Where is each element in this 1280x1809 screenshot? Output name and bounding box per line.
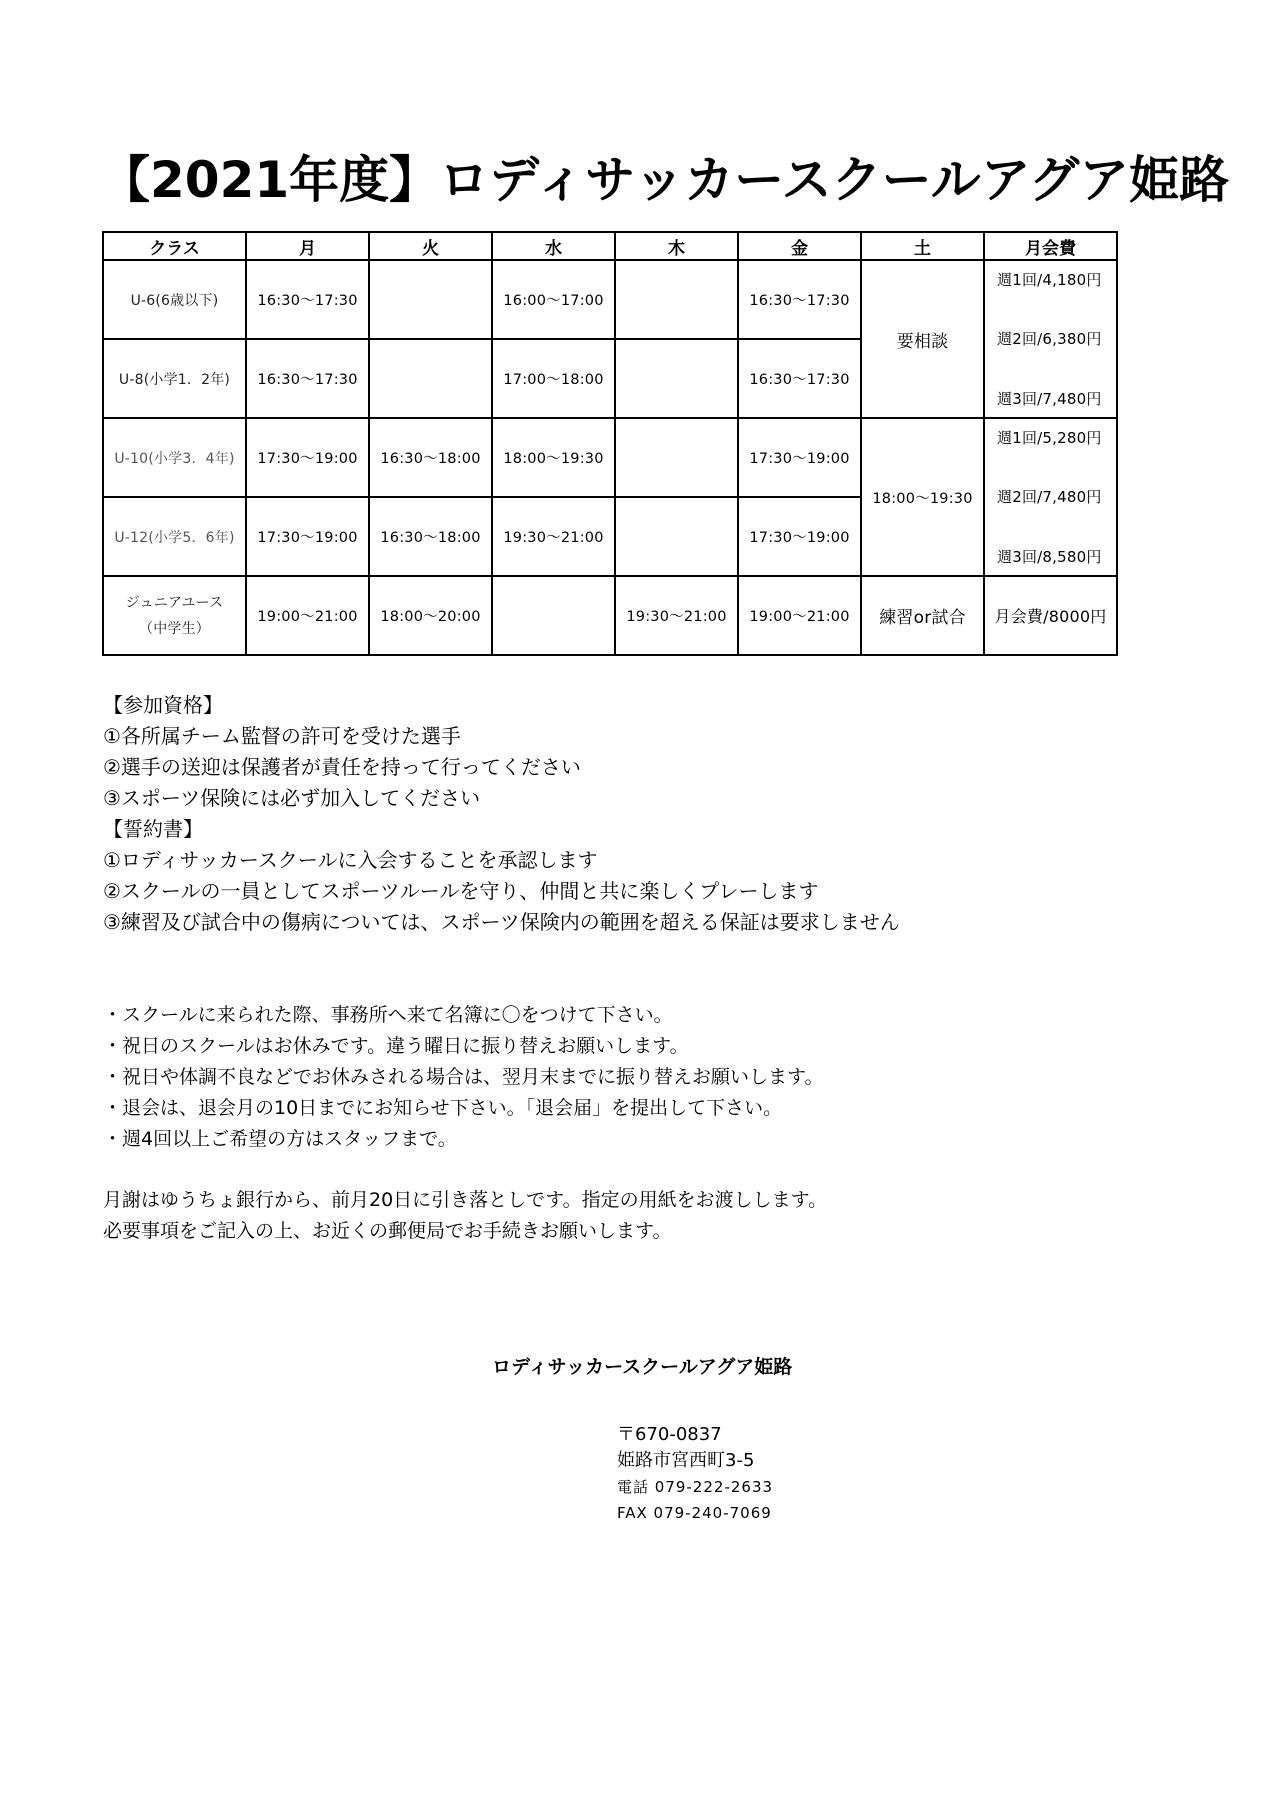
thursday-cell (615, 260, 738, 339)
tuesday-cell: 18:00～20:00 (369, 576, 492, 655)
fee-cell: 月会費/8000円 (984, 576, 1117, 655)
wednesday-cell: 17:00～18:00 (492, 339, 615, 418)
page-title: 【2021年度】ロディサッカースクールアグア姫路 (100, 151, 1230, 209)
note-item: ・週4回以上ご希望の方はスタッフまで。 (103, 1128, 457, 1150)
class-cell (103, 576, 246, 655)
monday-cell: 17:30～19:00 (246, 497, 369, 576)
header-saturday: 土 (861, 232, 984, 260)
monday-cell: 16:30～17:30 (246, 339, 369, 418)
street-address: 姫路市宮西町3-5 (617, 1450, 755, 1471)
fee-cell (984, 418, 1117, 576)
class-cell: U-12(小学5．6年) (103, 497, 246, 576)
class-cell: U-8(小学1．2年) (103, 339, 246, 418)
header-tuesday: 火 (369, 232, 492, 260)
phone-number: 電話 079-222-2633 (617, 1478, 774, 1496)
organization-name: ロディサッカースクールアグア姫路 (492, 1356, 793, 1378)
fee-line: 週2回/7,480円 (997, 488, 1102, 506)
friday-cell: 16:30～17:30 (738, 339, 861, 418)
header-class: クラス (103, 232, 246, 260)
table-row (103, 576, 1117, 655)
payment-info (103, 1185, 827, 1247)
monday-cell: 17:30～19:00 (246, 418, 369, 497)
qualification-heading: 【参加資格】 (103, 693, 223, 717)
thursday-cell (615, 497, 738, 576)
tuesday-cell (369, 339, 492, 418)
monday-cell: 19:00～21:00 (246, 576, 369, 655)
header-monthly-fee: 月会費 (984, 232, 1117, 260)
fee-line: 週1回/5,280円 (997, 428, 1102, 447)
table-row (103, 260, 1117, 339)
saturday-cell (861, 260, 984, 418)
wednesday-cell: 16:00～17:00 (492, 260, 615, 339)
tuesday-cell: 16:30～18:00 (369, 418, 492, 497)
note-item: ・スクールに来られた際、事務所へ来て名簿に〇をつけて下さい。 (103, 1004, 673, 1026)
qualification-item: ①各所属チーム監督の許可を受けた選手 (103, 724, 461, 748)
table-row (103, 418, 1117, 497)
saturday-cell: 18:00～19:30 (861, 418, 984, 576)
tuesday-cell (369, 260, 492, 339)
wednesday-cell: 18:00～19:30 (492, 418, 615, 497)
class-cell: U-6(6歳以下) (103, 260, 246, 339)
payment-line: 必要事項をご記入の上、お近くの郵便局でお手続きお願いします。 (103, 1220, 672, 1242)
rules-section (103, 690, 900, 938)
class-name-line: （中学生） (139, 620, 210, 637)
thursday-cell: 19:30～21:00 (615, 576, 738, 655)
qualification-item: ②選手の送迎は保護者が責任を持って行ってください (103, 755, 581, 779)
wednesday-cell: 19:30～21:00 (492, 497, 615, 576)
note-item: ・祝日のスクールはお休みです。違う曜日に振り替えお願いします。 (103, 1035, 689, 1057)
address-block (617, 1422, 773, 1526)
fee-cell (984, 260, 1117, 418)
qualification-item: ③スポーツ保険には必ず加入してください (103, 786, 481, 810)
postal-code: 〒670-0837 (617, 1424, 722, 1445)
class-name-line: ジュニアユース (125, 594, 224, 611)
friday-cell: 19:00～21:00 (738, 576, 861, 655)
payment-line: 月謝はゆうちょ銀行から、前月20日に引き落としです。指定の用紙をお渡しします。 (103, 1189, 828, 1211)
header-monday: 月 (246, 232, 369, 260)
saturday-consult-text: 要相談 (896, 331, 949, 352)
tuesday-cell: 16:30～18:00 (369, 497, 492, 576)
class-cell: U-10(小学3．4年) (103, 418, 246, 497)
friday-cell: 17:30～19:00 (738, 418, 861, 497)
schedule-table (102, 231, 1118, 656)
header-wednesday: 水 (492, 232, 615, 260)
note-item: ・祝日や体調不良などでお休みされる場合は、翌月末までに振り替えお願いします。 (103, 1066, 824, 1088)
table-header-row (103, 232, 1117, 260)
fax-number: FAX 079-240-7069 (617, 1504, 772, 1522)
thursday-cell (615, 418, 738, 497)
notes-list (103, 1000, 823, 1155)
thursday-cell (615, 339, 738, 418)
fee-line: 週1回/4,180円 (997, 270, 1102, 289)
header-thursday: 木 (615, 232, 738, 260)
fee-line: 週3回/8,580円 (997, 547, 1102, 566)
fee-line: 週2回/6,380円 (997, 330, 1102, 348)
pledge-item: ②スクールの一員としてスポーツルールを守り、仲間と共に楽しくプレーします (103, 879, 819, 903)
monday-cell: 16:30～17:30 (246, 260, 369, 339)
pledge-item: ①ロディサッカースクールに入会することを承認します (103, 848, 598, 872)
header-friday: 金 (738, 232, 861, 260)
saturday-cell: 練習or試合 (861, 576, 984, 655)
friday-cell: 16:30～17:30 (738, 260, 861, 339)
pledge-heading: 【誓約書】 (103, 817, 203, 841)
friday-cell: 17:30～19:00 (738, 497, 861, 576)
note-item: ・退会は、退会月の10日までにお知らせ下さい。「退会届」を提出して下さい。 (103, 1097, 783, 1119)
wednesday-cell (492, 576, 615, 655)
fee-line: 週3回/7,480円 (997, 389, 1102, 408)
pledge-item: ③練習及び試合中の傷病については、スポーツ保険内の範囲を超える保証は要求しません (103, 910, 900, 934)
